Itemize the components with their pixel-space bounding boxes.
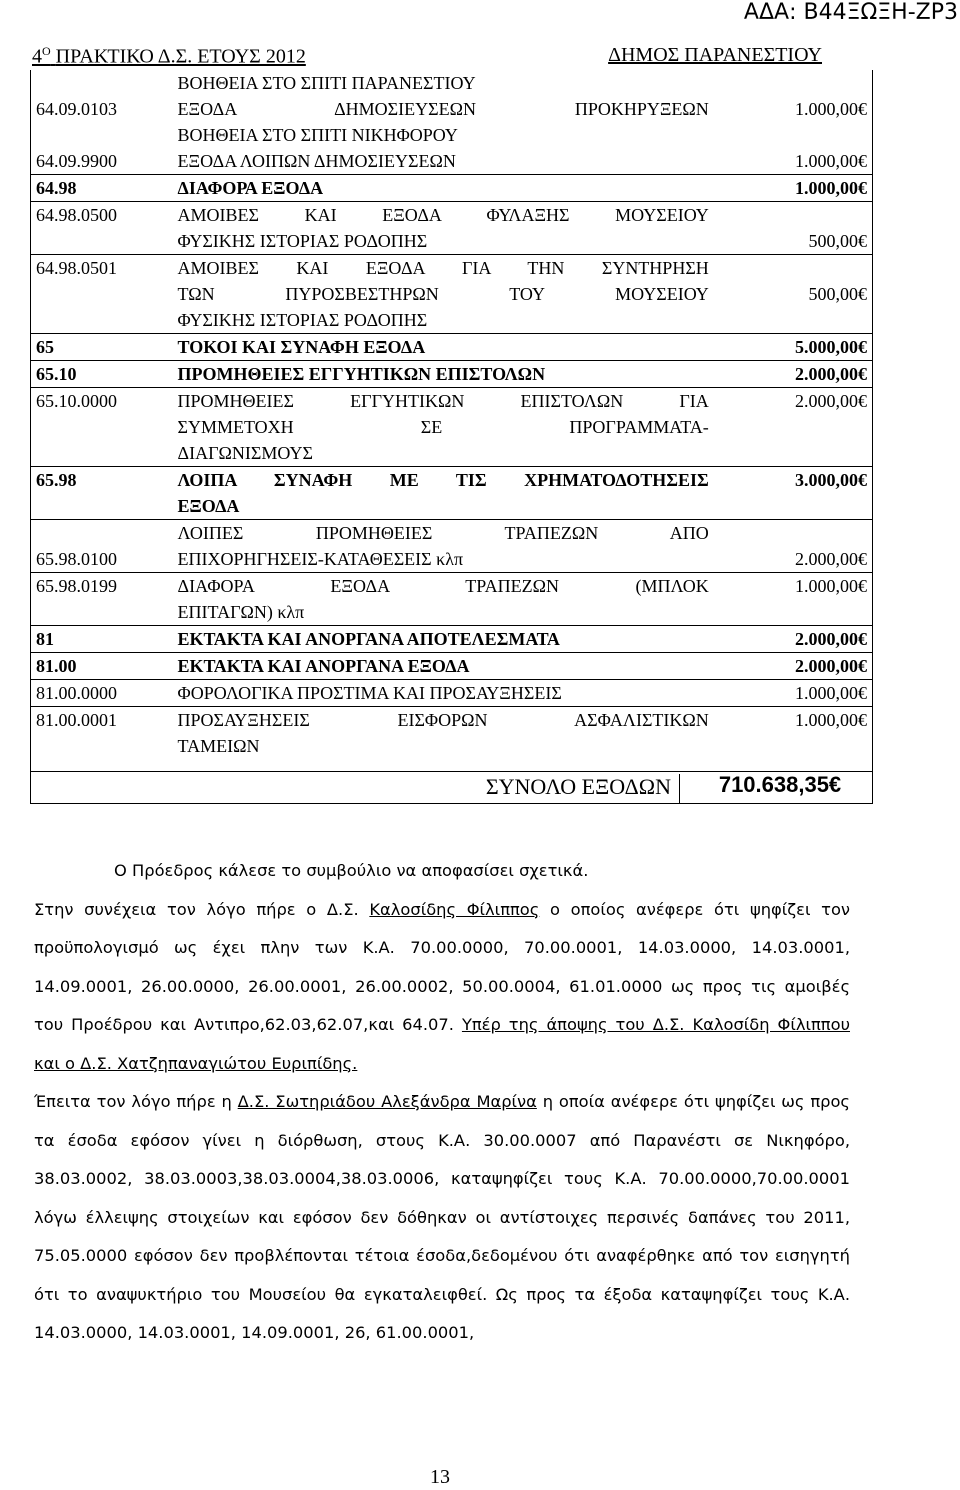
description-line: ΦΥΣΙΚΗΣ ΙΣΤΟΡΙΑΣ ΡΟΔΟΠΗΣ bbox=[177, 231, 428, 251]
row-code: 81.00.0001 bbox=[30, 707, 172, 760]
description-line: ΦΟΡΟΛΟΓΙΚΑ ΠΡΟΣΤΙΜΑ ΚΑΙ ΠΡΟΣΑΥΞΗΣΕΙΣ bbox=[177, 683, 562, 703]
table-row bbox=[30, 707, 873, 760]
description-line: ΤΩΝ ΠΥΡΟΣΒΕΣΤΗΡΩΝ ΤΟΥ ΜΟΥΣΕΙΟΥ bbox=[177, 284, 709, 304]
description-line: ΤΟΚΟΙ ΚΑΙ ΣΥΝΑΦΗ ΕΞΟΔΑ bbox=[177, 337, 426, 357]
row-description bbox=[172, 70, 715, 96]
description-line: ΕΞΟΔΑ ΔΗΜΟΣΙΕΥΣΕΩΝ ΠΡΟΚΗΡΥΞΕΩΝ bbox=[177, 99, 709, 119]
row-amount: 1.000,00€ bbox=[795, 151, 867, 171]
row-code: 81.00.0000 bbox=[30, 680, 172, 707]
row-amount: 3.000,00€ bbox=[715, 467, 873, 520]
paragraph-3: Έπειτα τον λόγο πήρε η Δ.Σ. Σωτηριάδου Αλεξάνδρα Μαρίνα η οποία ανέφερε ότι ψηφίζει ως προς τα έσοδα εφόσον γίνει η διόρθωση, στους Κ.Α. 30.00.0007 από Παρανέστι σε Νικηφόρο, 38.03.0002, 38.03.0003,38.03.0004,38.03.0006, καταψηφίζει τους Κ.Α. 70.00.0000,70.00.0001 λόγω έλλειψης στοιχείων και εφόσον δεν δόθηκαν οι αντίστοιχες περσινές δαπάνες του 2011, 75.05.0000 εφόσον δεν προβλέπονται τέτοια έσοδα,δεδομένου ότι αναφέρθηκε από τον εισηγητή ότι το αναψυκτήριο του Μουσείου θα εγκαταλειφθεί. Ως προς τα έξοδα καταψηφίζει τους Κ.Α. 14.03.0000, 14.03.0001, 14.09.0001, 26, 61.00.0001, bbox=[34, 1092, 850, 1342]
row-description bbox=[172, 467, 715, 520]
row-amount: 1.000,00€ bbox=[715, 175, 873, 202]
row-amount: 2.000,00€ bbox=[715, 388, 873, 467]
row-amount: 1.000,00€ bbox=[715, 707, 873, 760]
table-row bbox=[30, 467, 873, 520]
total-value: 710.638,35€ bbox=[718, 772, 842, 797]
row-amount: 1.000,00€ bbox=[795, 99, 867, 119]
total-label: ΣΥΝΟΛΟ ΕΞΟΔΩΝ bbox=[430, 774, 680, 804]
row-code: 81.00 bbox=[30, 653, 172, 680]
description-line: ΦΥΣΙΚΗΣ ΙΣΤΟΡΙΑΣ ΡΟΔΟΠΗΣ bbox=[177, 310, 428, 330]
description-line: ΤΑΜΕΙΩΝ bbox=[177, 736, 260, 756]
row-amount: 2.000,00€ bbox=[715, 520, 873, 573]
row-description bbox=[172, 680, 715, 707]
description-line: ΠΡΟΜΗΘΕΙΕΣ ΕΓΓΥΗΤΙΚΩΝ ΕΠΙΣΤΟΛΩΝ bbox=[177, 364, 546, 384]
description-line: ΕΠΙΧΟΡΗΓΗΣΕΙΣ-ΚΑΤΑΘΕΣΕΙΣ κλπ bbox=[177, 549, 464, 569]
row-code: 64.09.0103 bbox=[36, 99, 117, 119]
row-amount bbox=[715, 70, 873, 96]
description-line: ΕΚΤΑΚΤΑ ΚΑΙ ΑΝΟΡΓΑΝΑ ΑΠΟΤΕΛΕΣΜΑΤΑ bbox=[177, 629, 560, 649]
description-line: ΑΜΟΙΒΕΣ ΚΑΙ ΕΞΟΔΑ ΓΙΑ ΤΗΝ ΣΥΝΤΗΡΗΣΗ bbox=[177, 258, 709, 278]
row-description bbox=[172, 573, 715, 626]
table-row bbox=[30, 175, 873, 202]
row-description bbox=[172, 520, 715, 573]
description-line: ΕΞΟΔΑ bbox=[177, 496, 240, 516]
row-description bbox=[172, 653, 715, 680]
row-description bbox=[172, 361, 715, 388]
row-amount: 2.000,00€ bbox=[715, 626, 873, 653]
description-line: ΔΙΑΦΟΡΑ ΕΞΟΔΑ bbox=[177, 178, 324, 198]
row-code: 64.98.0500 bbox=[30, 202, 172, 255]
description-line: ΠΡΟΜΗΘΕΙΕΣ ΕΓΓΥΗΤΙΚΩΝ ΕΠΙΣΤΟΛΩΝ ΓΙΑ bbox=[177, 391, 709, 411]
description-line: ΒΟΗΘΕΙΑ ΣΤΟ ΣΠΙΤΙ ΠΑΡΑΝΕΣΤΙΟΥ bbox=[177, 73, 476, 93]
row-code: 65.98 bbox=[30, 467, 172, 520]
row-description bbox=[172, 175, 715, 202]
row-amount: 1.000,00€ bbox=[715, 680, 873, 707]
row-code: 64.98.0501 bbox=[30, 255, 172, 334]
page-number: 13 bbox=[430, 1466, 450, 1488]
row-description bbox=[172, 202, 715, 255]
row-code: 64.09.9900 bbox=[36, 151, 117, 171]
row-amount: 500,00€ bbox=[715, 255, 873, 334]
table-row bbox=[30, 388, 873, 467]
description-line: ΠΡΟΣΑΥΞΗΣΕΙΣ ΕΙΣΦΟΡΩΝ ΑΣΦΑΛΙΣΤΙΚΩΝ bbox=[177, 710, 709, 730]
header-municipality: ΔΗΜΟΣ ΠΑΡΑΝΕΣΤΙΟΥ bbox=[608, 44, 822, 66]
row-description bbox=[172, 388, 715, 467]
paragraph-2: Στην συνέχεια τον λόγο πήρε ο Δ.Σ. Καλοσίδης Φίλιππος ο οποίος ανέφερε ότι ψηφίζει τον προϋπολογισμό ως έχει πλην των Κ.Α. 70.00.0000, 70.00.0001, 14.03.0000, 14.03.0001, 14.09.0001, 26.00.0000, 26.00.0001, 26.00.0002, 50.00.0004, 61.01.0000 ως προς τις αμοιβές του Προέδρου και Αντιπρο,62.03,62.07,και 64.07. Υπέρ της άποψης του Δ.Σ. Καλοσίδη Φίλιππου και ο Δ.Σ. Χατζηπαναγιώτου Ευριπίδης. bbox=[34, 899, 850, 1073]
description-line: ΔΙΑΦΟΡΑ ΕΞΟΔΑ ΤΡΑΠΕΖΩΝ (ΜΠΛΟΚ bbox=[177, 576, 709, 596]
row-description bbox=[172, 707, 715, 760]
description-line: ΕΞΟΔΑ ΛΟΙΠΩΝ ΔΗΜΟΣΙΕΥΣΕΩΝ bbox=[177, 151, 456, 171]
row-amount: 500,00€ bbox=[715, 202, 873, 255]
page-header bbox=[32, 44, 822, 69]
row-code: 64.98 bbox=[30, 175, 172, 202]
row-code: 65.10.0000 bbox=[30, 388, 172, 467]
row-amount: 2.000,00€ bbox=[715, 361, 873, 388]
budget-table bbox=[30, 70, 873, 759]
row-description bbox=[172, 626, 715, 653]
row-description bbox=[172, 148, 715, 175]
description-line: ΕΠΙΤΑΓΩΝ) κλπ bbox=[177, 602, 305, 622]
table-row bbox=[30, 255, 873, 334]
row-code: 65.98.0100 bbox=[30, 520, 172, 573]
table-row bbox=[30, 202, 873, 255]
description-line: ΕΚΤΑΚΤΑ ΚΑΙ ΑΝΟΡΓΑΝΑ ΕΞΟΔΑ bbox=[177, 656, 470, 676]
row-amount: 2.000,00€ bbox=[715, 653, 873, 680]
row-amount: 5.000,00€ bbox=[715, 334, 873, 361]
table-row bbox=[30, 70, 873, 96]
ada-code: ΑΔΑ: Β44ΞΩΞΗ-ΖΡ3 bbox=[743, 0, 958, 25]
description-line: ΑΜΟΙΒΕΣ ΚΑΙ ΕΞΟΔΑ ΦΥΛΑΞΗΣ ΜΟΥΣΕΙΟΥ bbox=[177, 205, 709, 225]
minutes-text bbox=[34, 852, 850, 1353]
description-line: ΛΟΙΠΑ ΣΥΝΑΦΗ ΜΕ ΤΙΣ ΧΡΗΜΑΤΟΔΟΤΗΣΕΙΣ bbox=[177, 470, 709, 490]
row-description bbox=[172, 96, 715, 148]
header-title: $4^O$ ΠΡΑΚΤΙΚΟ Δ.Σ. ΕΤΟΥΣ 2012 bbox=[32, 44, 306, 68]
table-row bbox=[30, 680, 873, 707]
row-amount: 1.000,00€ bbox=[715, 573, 873, 626]
row-code: 81 bbox=[30, 626, 172, 653]
description-line: ΒΟΗΘΕΙΑ ΣΤΟ ΣΠΙΤΙ ΝΙΚΗΦΟΡΟΥ bbox=[177, 125, 458, 145]
row-description bbox=[172, 255, 715, 334]
row-code bbox=[30, 70, 172, 96]
table-row bbox=[30, 334, 873, 361]
table-row bbox=[30, 361, 873, 388]
paragraph-1: Ο Πρόεδρος κάλεσε το συμβούλιο να αποφασίσει σχετικά. bbox=[114, 861, 589, 880]
table-row bbox=[30, 148, 873, 175]
description-line: ΣΥΜΜΕΤΟΧΗ ΣΕ ΠΡΟΓΡΑΜΜΑΤΑ- bbox=[177, 417, 709, 437]
table-row bbox=[30, 653, 873, 680]
table-row bbox=[30, 520, 873, 573]
table-row bbox=[30, 96, 873, 148]
row-code: 65.10 bbox=[30, 361, 172, 388]
table-row bbox=[30, 626, 873, 653]
description-line: ΔΙΑΓΩΝΙΣΜΟΥΣ bbox=[177, 443, 313, 463]
table-row bbox=[30, 573, 873, 626]
description-line: ΛΟΙΠΕΣ ΠΡΟΜΗΘΕΙΕΣ ΤΡΑΠΕΖΩΝ ΑΠΟ bbox=[177, 523, 709, 543]
row-code: 65 bbox=[30, 334, 172, 361]
row-description bbox=[172, 334, 715, 361]
row-code: 65.98.0199 bbox=[30, 573, 172, 626]
